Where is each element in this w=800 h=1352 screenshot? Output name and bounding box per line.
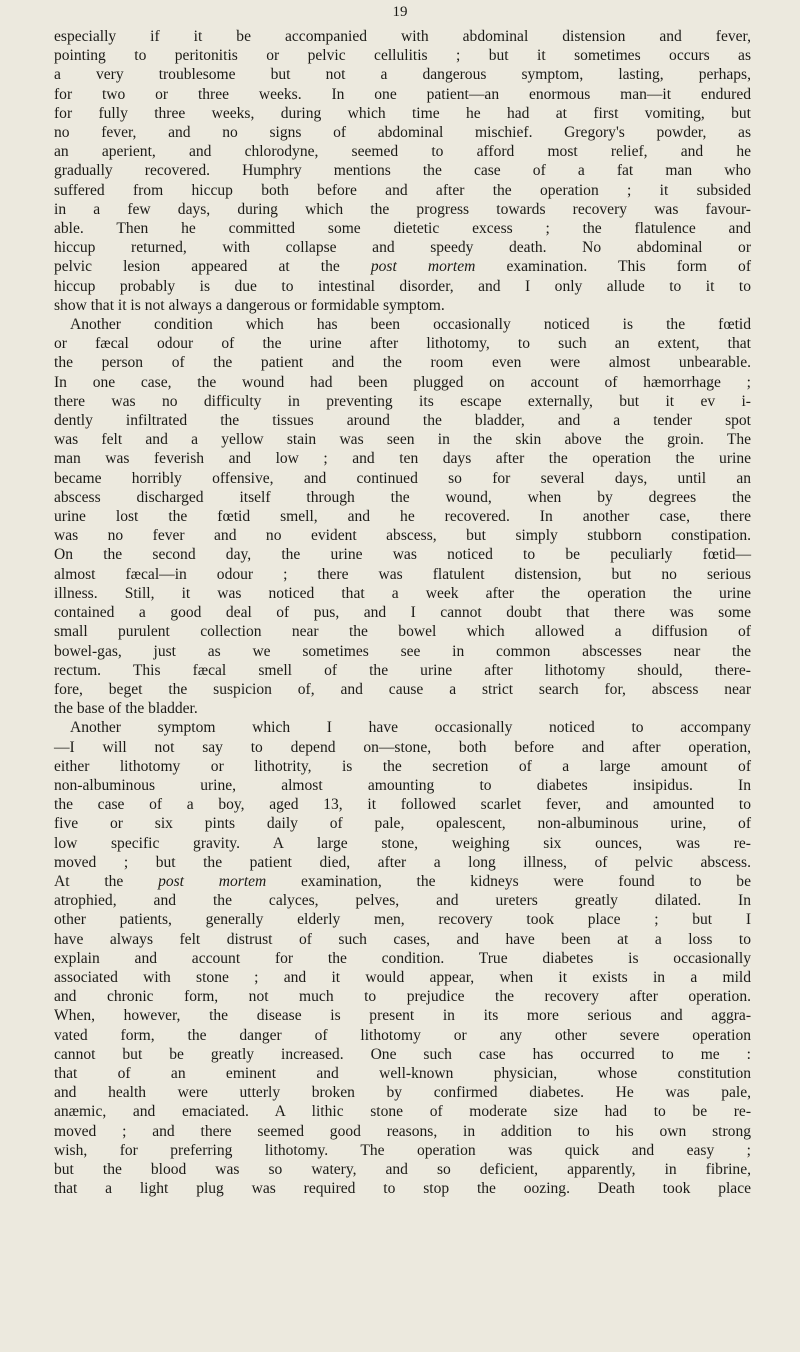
text-line: fore, beget the suspicion of, and cause a strict search for, abscess near [54, 680, 751, 698]
text-line: small purulent collection near the bowel which allowed a diffusion of [54, 623, 751, 641]
text-line: an aperient, and chlorodyne, seemed to afford most relief, and he [54, 143, 751, 161]
text-line: bowel-gas, just as we sometimes see in common abscesses near the [54, 642, 751, 660]
text-line: dently infiltrated the tissues around the bladder, and a tender spot [54, 412, 751, 430]
text-line: Another condition which has been occasionally noticed is the fœtid [70, 316, 751, 334]
text-line: was no fever and no evident abscess, but simply stubborn constipation. [54, 527, 751, 545]
body-text [54, 27, 751, 1198]
text-line: man was feverish and low ; and ten days after the operation the urine [54, 450, 751, 468]
text-line: vated form, the danger of lithotomy or any other severe operation [54, 1026, 751, 1044]
text-line: was felt and a yellow stain was seen in the skin above the groin. The [54, 431, 751, 449]
text-line: illness. Still, it was noticed that a week after the operation the urine [54, 584, 751, 602]
text-line: the base of the bladder. [54, 700, 198, 718]
text-line: either lithotomy or lithotrity, is the secretion of a large amount of [54, 757, 751, 775]
italic-term: post mortem [158, 872, 267, 890]
text-line: rectum. This fæcal smell of the urine after lithotomy should, there- [54, 661, 751, 679]
text-line: other patients, generally elderly men, recovery took place ; but I [54, 911, 751, 929]
text-line: At the post mortem examination, the kidneys were found to be [54, 872, 751, 890]
text-line: and chronic form, not much to prejudice the recovery after operation. [54, 988, 751, 1006]
text-line: hiccup probably is due to intestinal disorder, and I only allude to it to [54, 277, 751, 295]
text-line: five or six pints daily of pale, opalescent, non-albuminous urine, of [54, 815, 751, 833]
text-line: atrophied, and the calyces, pelves, and ureters greatly dilated. In [54, 892, 751, 910]
text-line: urine lost the fœtid smell, and he recovered. In another case, there [54, 508, 751, 526]
text-line: and health were utterly broken by confirmed diabetes. He was pale, [54, 1084, 751, 1102]
text-line: or fæcal odour of the urine after lithotomy, to such an extent, that [54, 335, 751, 353]
text-line: there was no difficulty in preventing its escape externally, but it ev i- [54, 392, 751, 410]
text-line: abscess discharged itself through the wound, when by degrees the [54, 488, 751, 506]
text-line: Another symptom which I have occasionally noticed to accompany [70, 719, 751, 737]
text-line: gradually recovered. Humphry mentions the case of a fat man who [54, 162, 751, 180]
text-line: a very troublesome but not a dangerous symptom, lasting, perhaps, [54, 66, 751, 84]
text-line: explain and account for the condition. True diabetes is occasionally [54, 949, 751, 967]
text-line: moved ; but the patient died, after a long illness, of pelvic abscess. [54, 853, 751, 871]
text-line: that of an eminent and well-known physician, whose constitution [54, 1064, 751, 1082]
text-line: In one case, the wound had been plugged on account of hæmorrhage ; [54, 373, 751, 391]
text-line: able. Then he committed some dietetic excess ; the flatulence and [54, 220, 751, 238]
text-line: but the blood was so watery, and so deficient, apparently, in fibrine, [54, 1160, 751, 1178]
text-line: wish, for preferring lithotomy. The operation was quick and easy ; [54, 1141, 751, 1159]
text-line: that a light plug was required to stop the oozing. Death took place [54, 1180, 751, 1198]
text-line: moved ; and there seemed good reasons, in addition to his own strong [54, 1122, 751, 1140]
text-line: pointing to peritonitis or pelvic cellulitis ; but it sometimes occurs as [54, 47, 751, 65]
text-line: became horribly offensive, and continued so for several days, until an [54, 469, 751, 487]
text-line: the case of a boy, aged 13, it followed scarlet fever, and amounted to [54, 796, 751, 814]
text-line: for two or three weeks. In one patient—an enormous man—it endured [54, 85, 751, 103]
page-number: 19 [392, 4, 408, 20]
text-line: When, however, the disease is present in its more serious and aggra- [54, 1007, 751, 1025]
text-line: almost fæcal—in odour ; there was flatulent distension, but no serious [54, 565, 751, 583]
paragraph [54, 718, 751, 1198]
text-line: low specific gravity. A large stone, weighing six ounces, was re- [54, 834, 751, 852]
text-line: cannot but be greatly increased. One such case has occurred to me : [54, 1045, 751, 1063]
italic-term: post mortem [370, 258, 476, 276]
text-line: On the second day, the urine was noticed to be peculiarly fœtid— [54, 546, 751, 564]
text-line: show that it is not always a dangerous or formidable symptom. [54, 296, 445, 314]
text-line: the person of the patient and the room even were almost unbearable. [54, 354, 751, 372]
text-line: for fully three weeks, during which time he had at first vomiting, but [54, 104, 751, 122]
text-line: suffered from hiccup both before and after the operation ; it subsided [54, 181, 751, 199]
text-line: anæmic, and emaciated. A lithic stone of moderate size had to be re- [54, 1103, 751, 1121]
text-line: no fever, and no signs of abdominal mischief. Gregory's powder, as [54, 124, 751, 142]
text-line: especially if it be accompanied with abdominal distension and fever, [54, 28, 751, 45]
text-line: pelvic lesion appeared at the post mortem examination. This form of [54, 258, 752, 276]
text-line: —I will not say to depend on—stone, both before and after operation, [54, 738, 751, 756]
paragraph [54, 315, 751, 718]
text-line: associated with stone ; and it would appear, when it exists in a mild [54, 968, 751, 986]
text-line: non-albuminous urine, almost amounting to diabetes insipidus. In [54, 776, 751, 794]
text-line: hiccup returned, with collapse and speedy death. No abdominal or [54, 239, 751, 257]
text-line: in a few days, during which the progress towards recovery was favour- [54, 200, 751, 218]
text-line: have always felt distrust of such cases, and have been at a loss to [54, 930, 751, 948]
text-line: contained a good deal of pus, and I cannot doubt that there was some [54, 604, 751, 622]
paragraph [54, 27, 751, 315]
